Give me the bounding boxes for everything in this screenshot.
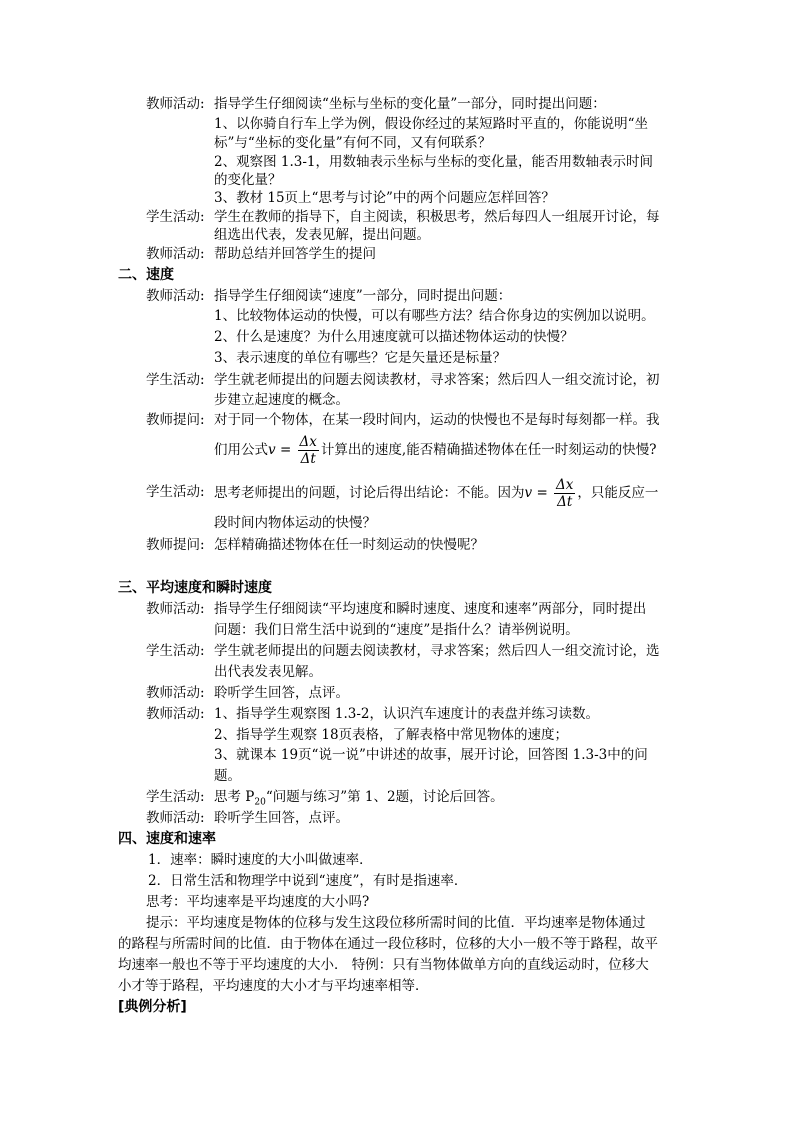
label-teacher-activity: 教师活动: bbox=[146, 706, 205, 722]
teacher-activity-text: 指导学生仔细阅读“坐标与坐标的变化量”一部分，同时提出问题： bbox=[214, 96, 606, 112]
teacher-item-3a: 3、就课本 19页“说一说”中讲述的故事，展开讨论，回答图 1.3-3中的问 bbox=[214, 747, 648, 763]
student-activity-b: 步建立起速度的概念。 bbox=[214, 392, 349, 408]
label-student-activity: 学生活动: bbox=[146, 372, 205, 388]
teacher-activity-text: 聆听学生回答，点评。 bbox=[214, 810, 349, 826]
teacher-question-a: 对于同一个物体，在某一段时间内，运动的快慢也不是每时每刻都一样。我 bbox=[214, 412, 660, 428]
question-1: 1、比较物体运动的快慢，可以有哪些方法？结合你身边的实例加以说明。 bbox=[214, 308, 655, 324]
question-3: 3、表示速度的单位有哪些？它是矢量还是标量？ bbox=[214, 350, 507, 366]
teacher-activity-text: 帮助总结并回答学生的提问 bbox=[214, 246, 376, 262]
label-student-activity: 学生活动: bbox=[146, 484, 205, 500]
student-activity-a: 思考老师提出的问题，讨论后得出结论：不能。因为v = $\frac{\Delta x}{\Delta t}$ ，只能反应一 bbox=[214, 477, 659, 510]
hint-line-3: 均速率一般也不等于平均速度的大小． 特例：只有当物体做单方向的直线运动时，位移大 bbox=[118, 957, 649, 973]
student-activity-a: 学生在教师的指导下，自主阅读，积极思考，然后每四人一组展开讨论，每 bbox=[214, 209, 660, 225]
label-teacher-question: 教师提问: bbox=[146, 412, 205, 428]
student-activity-a: 学生就老师提出的问题去阅读教材，寻求答案；然后四人一组交流讨论，初 bbox=[214, 372, 660, 388]
hint-line-1: 提示：平均速度是物体的位移与发生这段位移所需时间的比值．平均速率是物体通过 bbox=[146, 915, 646, 931]
label-teacher-activity: 教师活动: bbox=[146, 685, 205, 701]
label-teacher-activity: 教师活动: bbox=[146, 288, 205, 304]
teacher-activity-a: 指导学生仔细阅读“平均速度和瞬时速度、速度和速率”两部分，同时提出 bbox=[214, 601, 647, 617]
student-activity-b: 段时间内物体运动的快慢？ bbox=[214, 515, 376, 531]
hint-line-2: 的路程与所需时间的比值．由于物体在通过一段位移时，位移的大小一般不等于路程，故平 bbox=[118, 936, 658, 952]
teacher-question-text: 怎样精确描述物体在任一时刻运动的快慢呢？ bbox=[214, 537, 484, 553]
label-teacher-activity: 教师活动: bbox=[146, 246, 205, 262]
label-teacher-activity: 教师活动: bbox=[146, 810, 205, 826]
label-student-activity: 学生活动: bbox=[146, 789, 205, 805]
label-teacher-question: 教师提问: bbox=[146, 537, 205, 553]
question-2b: 的变化量？ bbox=[214, 172, 282, 188]
teacher-item-3b: 题。 bbox=[214, 768, 241, 784]
hint-line-4: 小才等于路程，平均速度的大小才与平均速率相等． bbox=[118, 978, 429, 994]
teacher-item-1: 1、指导学生观察图 1.3-2，认识汽车速度计的表盘并练习读数。 bbox=[214, 706, 599, 722]
student-activity-a: 学生就老师提出的问题去阅读教材，寻求答案；然后四人一组交流讨论，选 bbox=[214, 643, 660, 659]
student-activity-b: 出代表发表见解。 bbox=[214, 664, 322, 680]
section-title-speed: 二、速度 bbox=[118, 267, 174, 283]
label-teacher-activity: 教师活动: bbox=[146, 96, 205, 112]
point-1: 1．速率：瞬时速度的大小叫做速率． bbox=[148, 852, 373, 868]
section-title-average-instant-speed: 三、平均速度和瞬时速度 bbox=[118, 580, 272, 596]
question-3: 3、教材 15页上“思考与讨论”中的两个问题应怎样回答？ bbox=[214, 190, 555, 206]
teacher-item-2: 2、指导学生观察 18页表格，了解表格中常见物体的速度； bbox=[214, 727, 569, 743]
formula-fraction: $\frac{\Delta x}{\Delta t}$ bbox=[556, 477, 574, 510]
think-question: 思考：平均速率是平均速度的大小吗? bbox=[146, 894, 370, 910]
question-1b: 标”与“坐标的变化量”有何不同，又有何联系？ bbox=[214, 135, 492, 151]
label-student-activity: 学生活动: bbox=[146, 209, 205, 225]
question-2: 2、什么是速度？为什么用速度就可以描述物体运动的快慢？ bbox=[214, 329, 574, 345]
label-teacher-activity: 教师活动: bbox=[146, 601, 205, 617]
student-activity-b: 组选出代表，发表见解，提出问题。 bbox=[214, 227, 430, 243]
label-student-activity: 学生活动: bbox=[146, 643, 205, 659]
point-2: 2．日常生活和物理学中说到“速度”，有时是指速率． bbox=[148, 873, 468, 889]
section-title-speed-and-rate: 四、速度和速率 bbox=[118, 831, 216, 847]
student-activity-text: 思考 $P_{20}“$问题与练习”第 1、2题，讨论后回答。 bbox=[214, 789, 504, 808]
teacher-question-b: 们用公式v = $\frac{\Delta x}{\Delta t}$ 计算出的速度,能否精确描述物体在任一时刻运动的快慢? bbox=[214, 434, 657, 467]
teacher-activity-text: 聆听学生回答，点评。 bbox=[214, 685, 349, 701]
formula-fraction: $\frac{\Delta x}{\Delta t}$ bbox=[299, 434, 317, 467]
teacher-activity-text: 指导学生仔细阅读“速度”一部分，同时提出问题： bbox=[214, 288, 512, 304]
teacher-activity-b: 问题：我们日常生活中说到的“速度”是指什么？请举例说明。 bbox=[214, 622, 579, 638]
example-analysis-heading: [典例分析] bbox=[118, 999, 187, 1015]
question-2a: 2、观察图 1.3-1，用数轴表示坐标与坐标的变化量，能否用数轴表示时间 bbox=[214, 154, 653, 170]
question-1a: 1、以你骑自行车上学为例，假设你经过的某短路时平直的，你能说明“坐 bbox=[214, 116, 648, 132]
